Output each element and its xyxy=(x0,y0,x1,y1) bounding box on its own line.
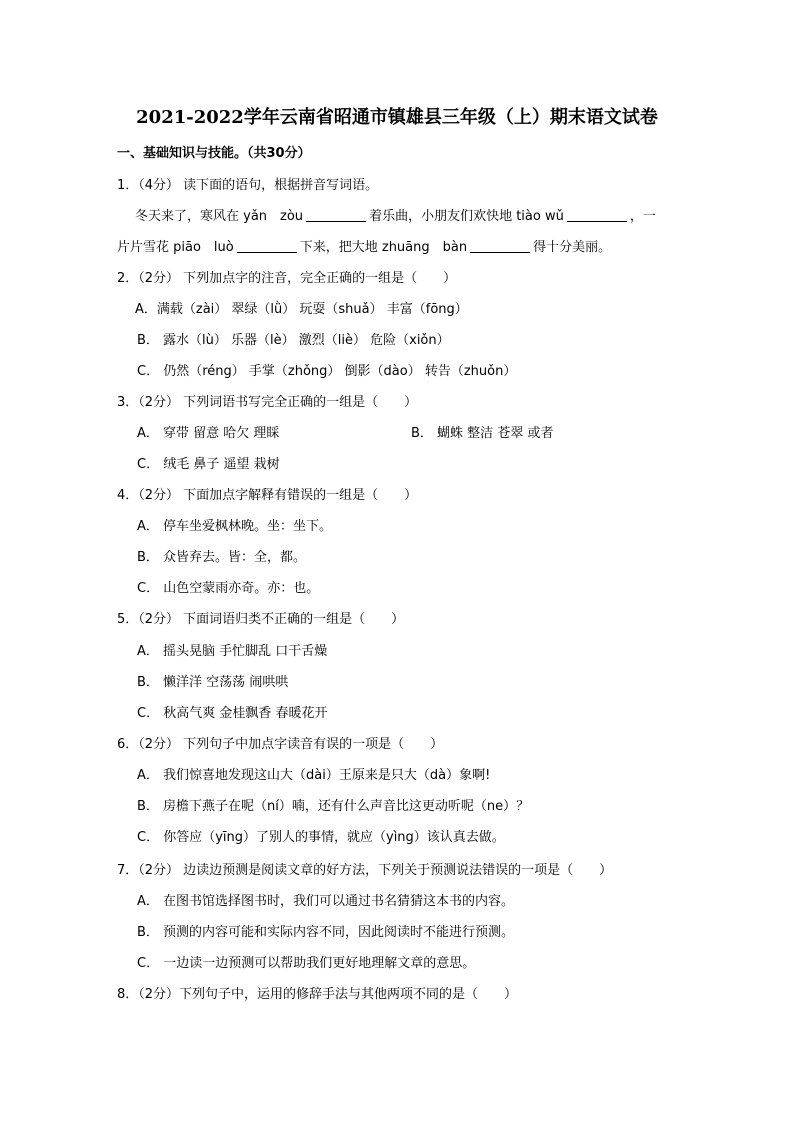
question-8-stem: 8．（2分）下列句子中，运用的修辞手法与其他两项不同的是（ ） xyxy=(117,987,518,1002)
question-7-option-b: B． 预测的内容可能和实际内容不同，因此阅读时不能进行预测。 xyxy=(137,925,515,940)
question-7-option-c: C． 一边读一边预测可以帮助我们更好地理解文章的意思。 xyxy=(137,956,476,971)
question-5-option-b: B． 懒洋洋 空荡荡 闹哄哄 xyxy=(137,675,289,690)
question-7-stem: 7．（2分） 边读边预测是阅读文章的好方法，下列关于预测说法错误的一项是（ ） xyxy=(117,863,613,878)
question-4-stem: 4．（2分） 下面加点字解释有错误的一组是（ ） xyxy=(117,488,418,503)
question-2-stem: 2．（2分） 下列加点字的注音，完全正确的一组是（ ） xyxy=(117,271,457,286)
question-5-option-c: C． 秋高气爽 金桂飘香 春暖花开 xyxy=(137,706,328,721)
question-2-option-b: B． 露水（lù） 乐器（lè） 激烈（liè） 危险（xiǒn） xyxy=(137,333,450,348)
answer-blank[interactable] xyxy=(306,207,366,222)
page-title: 2021-2022学年云南省昭通市镇雄县三年级（上）期末语文试卷 xyxy=(136,107,658,128)
question-3-stem: 3．（2分） 下列词语书写完全正确的一组是（ ） xyxy=(117,395,418,410)
question-4-option-b: B． 众皆弃去。皆：全，都。 xyxy=(137,550,307,565)
question-6-option-c: C． 你答应（yīng）了别人的事情，就应（yìng）该认真去做。 xyxy=(137,830,505,845)
question-4-option-c: C． 山色空蒙雨亦奇。亦：也。 xyxy=(137,581,320,596)
question-3-option-b: B． 蝴蛛 整洁 苍翠 或者 xyxy=(411,426,554,441)
question-6-stem: 6．（2分） 下列句子中加点字读音有误的一项是（ ） xyxy=(117,737,444,752)
question-2-option-a: A．满载（zài） 翠绿（lǜ） 玩耍（shuǎ） 丰富（fōng） xyxy=(135,302,468,317)
question-7-option-a: A． 在图书馆选择图书时，我们可以通过书名猜猜这本书的内容。 xyxy=(137,894,515,909)
question-3-option-c: C． 绒毛 鼻子 遥望 栽树 xyxy=(137,457,280,472)
section-heading: 一、基础知识与技能。（共30分） xyxy=(117,146,311,161)
question-3-option-a: A． 穿带 留意 哈欠 理睬 xyxy=(137,426,280,441)
question-1-stem: 1．（4分） 读下面的语句，根据拼音写词语。 xyxy=(117,178,379,193)
question-6-option-a: A． 我们惊喜地发现这山大（dài）王原来是只大（dà）象啊! xyxy=(137,768,491,783)
question-5-option-a: A． 摇头晃脑 手忙脚乱 口干舌燥 xyxy=(137,644,328,659)
answer-blank[interactable] xyxy=(237,238,297,253)
question-5-stem: 5．（2分） 下面词语归类不正确的一组是（ ） xyxy=(117,612,405,627)
question-6-option-b: B． 房檐下燕子在呢（ní）喃，还有什么声音比这更动听呢（ne）？ xyxy=(137,799,530,814)
question-4-option-a: A． 停车坐爱枫林晚。坐：坐下。 xyxy=(137,519,333,534)
answer-blank[interactable] xyxy=(470,238,530,253)
question-2-option-c: C． 仍然（réng） 手掌（zhǒng） 倒影（dào） 转告（zhuǒn） xyxy=(137,364,517,379)
question-1-line-2: 片片雪花 piāo luò 下来，把大地 zhuāng bàn 得十分美丽。 xyxy=(117,240,612,255)
answer-blank[interactable] xyxy=(567,207,627,222)
question-1-line-1: 冬天来了，寒风在 yǎn zòu 着乐曲，小朋友们欢快地 tiào wǔ ，一 xyxy=(135,209,656,224)
